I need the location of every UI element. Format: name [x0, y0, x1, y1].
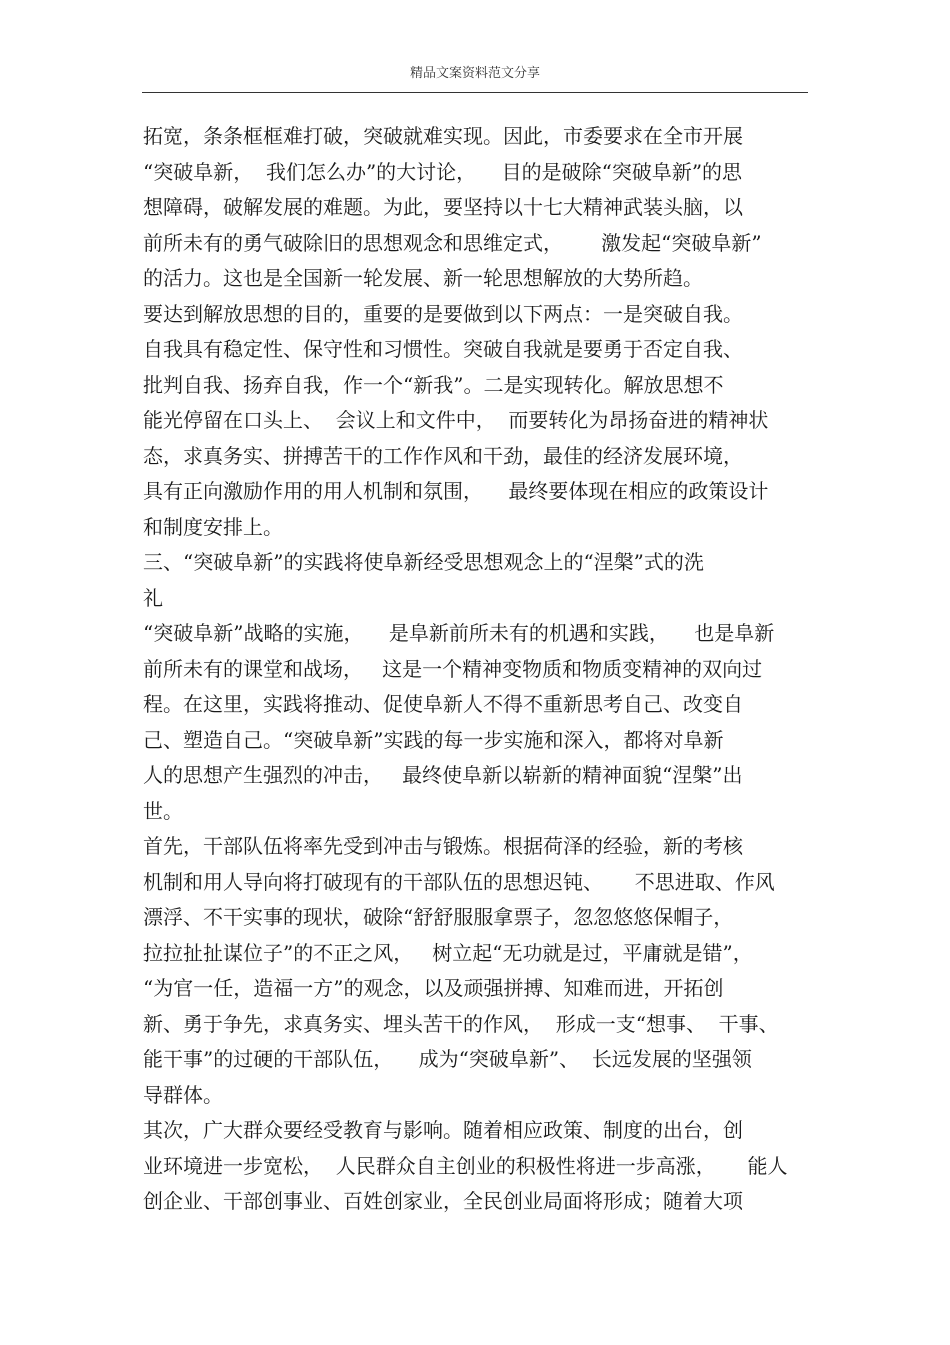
text-line: 己、塑造自己。“突破阜新”实践的每一步实施和深入，都将对阜新	[143, 727, 724, 752]
text-line: 漂浮、不干实事的现状，破除“舒舒服服拿票子，忽忽悠悠保帽子，	[143, 905, 734, 929]
text-line: 首先，干部队伍将率先受到冲击与锻炼。根据荷泽的经验，新的考核	[143, 834, 743, 858]
text-line: 前所未有的课堂和战场， 这是一个精神变物质和物质变精神的双向过	[143, 656, 763, 681]
text-line: “突破阜新， 我们怎么办”的大讨论， 目的是破除“突破阜新”的思	[143, 159, 743, 184]
text-line: 人的思想产生强烈的冲击， 最终使阜新以崭新的精神面貌“涅槃”出	[143, 763, 743, 787]
text-line: 自我具有稳定性、保守性和习惯性。突破自我就是要勇于否定自我、	[143, 337, 743, 361]
text-line: 拓宽，条条框框难打破，突破就难实现。因此，市委要求在全市开展	[143, 124, 743, 148]
text-line: “为官一任，造福一方”的观念，以及顽强拼搏、知难而进，开拓创	[143, 976, 724, 1000]
section-heading-line: 礼	[143, 585, 163, 610]
text-line: 要达到解放思想的目的，重要的是要做到以下两点：一是突破自我。	[143, 301, 743, 326]
text-line: 程。在这里，实践将推动、促使阜新人不得不重新思考自己、改变自	[143, 692, 743, 716]
text-line: 新、勇于争先，求真务实、埋头苦干的作风， 形成一支“想事、 干事、	[143, 1011, 779, 1036]
header-title: 精品文案资料范文分享	[409, 66, 540, 81]
text-line: 能光停留在口头上、 会议上和文件中， 而要转化为昂扬奋进的精神状	[143, 408, 769, 432]
text-line: 批判自我、扬弃自我，作一个“新我”。二是实现转化。解放思想不	[143, 372, 724, 397]
text-line: 拉拉扯扯谋位子”的不正之风， 树立起“无功就是过，平庸就是错”，	[143, 940, 753, 965]
text-line: 导群体。	[143, 1082, 223, 1107]
text-line: 具有正向激励作用的用人机制和氛围， 最终要体现在相应的政策设计	[143, 479, 769, 503]
text-line: 前所未有的勇气破除旧的思想观念和思维定式， 激发起“突破阜新”	[143, 230, 762, 255]
text-line: 创企业、干部创事业、百姓创家业，全民创业局面将形成；随着大项	[143, 1189, 743, 1213]
text-line: 世。	[143, 798, 183, 823]
text-line: 的活力。这也是全国新一轮发展、新一轮思想解放的大势所趋。	[143, 266, 703, 290]
text-line: 和制度安排上。	[143, 514, 283, 539]
text-line: 态，求真务实、拼搏苦干的工作作风和干劲，最佳的经济发展环境，	[143, 443, 743, 468]
text-line: 机制和用人导向将打破现有的干部队伍的思想迟钝、 不思进取、作风	[143, 869, 775, 894]
text-line: 其次，广大群众要经受教育与影响。随着相应政策、制度的出台，创	[143, 1118, 743, 1142]
text-line: 能干事”的过硬的干部队伍， 成为“突破阜新”、 长远发展的坚强领	[143, 1047, 752, 1071]
section-heading-line: 三、“突破阜新”的实践将使阜新经受思想观念上的“涅槃”式的洗	[143, 550, 704, 574]
text-line: 想障碍，破解发展的难题。为此，要坚持以十七大精神武装头脑，以	[143, 195, 743, 219]
text-line: “突破阜新”战略的实施， 是阜新前所未有的机遇和实践， 也是阜新	[143, 621, 775, 645]
page-header	[142, 62, 808, 93]
text-line: 业环境进一步宽松， 人民群众自主创业的积极性将进一步高涨， 能人	[143, 1153, 788, 1178]
document-body	[143, 119, 811, 1220]
